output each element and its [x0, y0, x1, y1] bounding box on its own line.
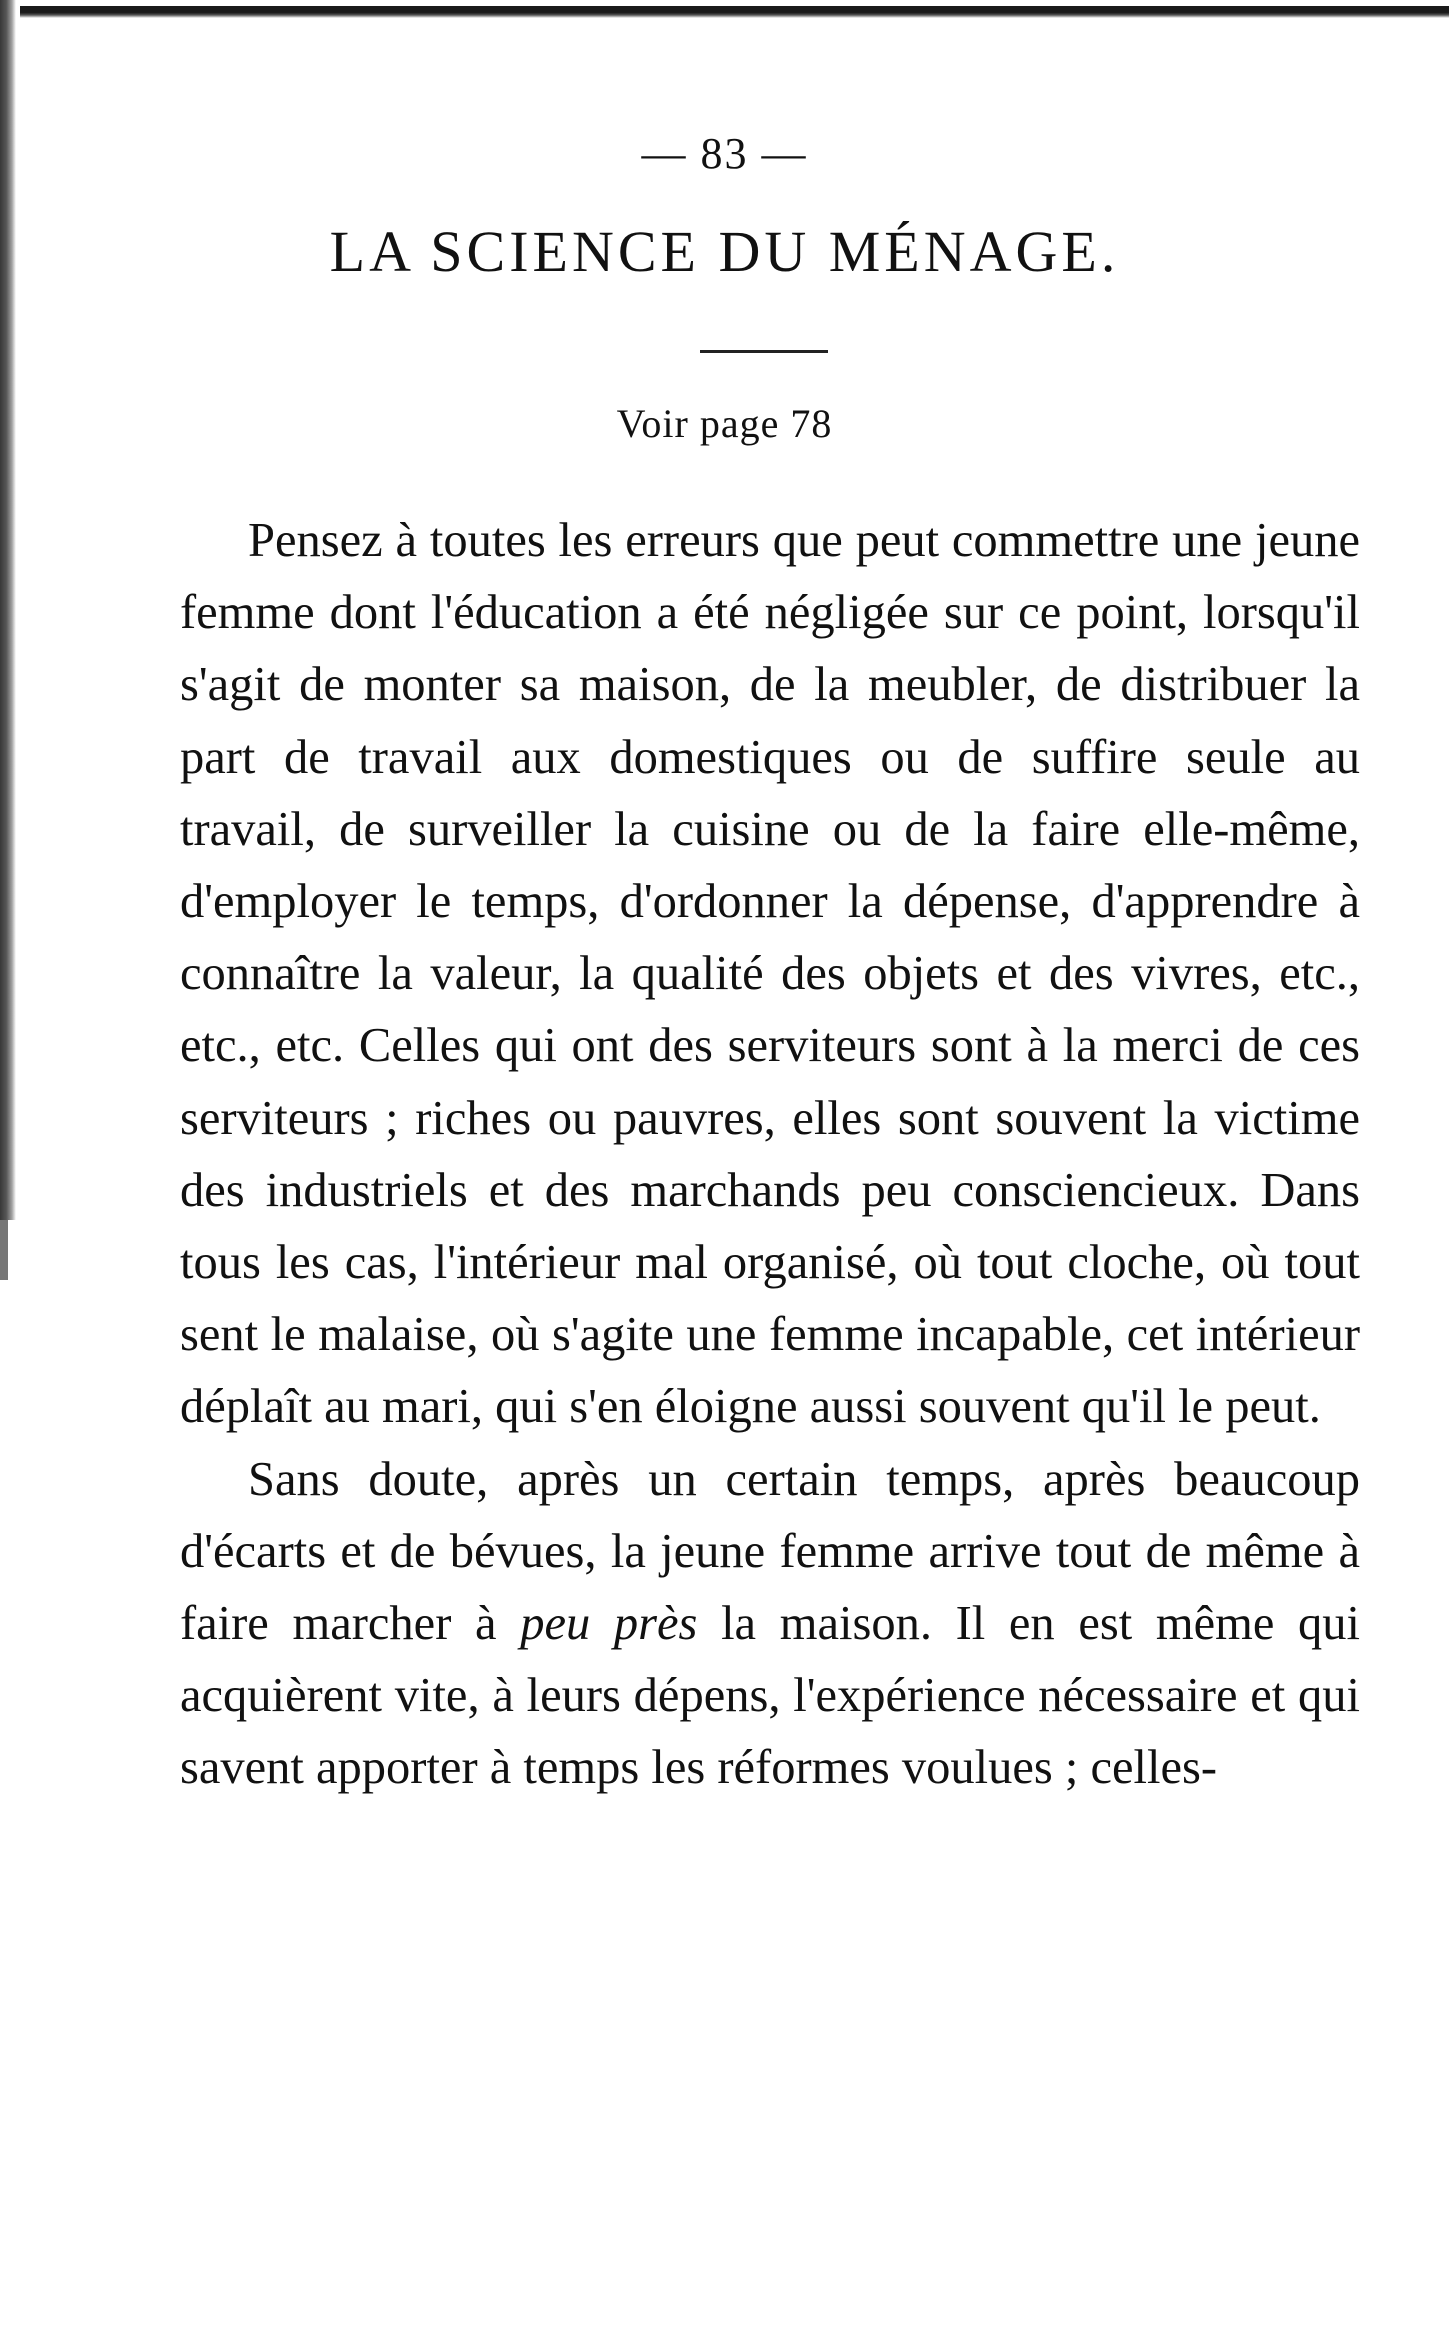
left-binding-edge-lower: [0, 1220, 8, 1280]
chapter-title: LA SCIENCE DU MÉNAGE.: [329, 219, 1120, 284]
paragraph-2-part-2: la maison. Il en est même qui acquièrent vite, à leurs dépens, l'expérience nécessaire et qui savent apporter à temps les réformes voulues ; celles-: [180, 1597, 1360, 1795]
top-edge-rule: [20, 6, 1449, 18]
body-text: [180, 505, 1360, 1805]
paragraph-2: [180, 1444, 1360, 1805]
paragraph-1: Pensez à toutes les erreurs que peut commettre une jeune femme dont l'éducation a été négligée sur ce point, lorsqu'il s'agit de monter sa maison, de la meubler, de distribuer la part de travail aux domestiques ou de suffire seule au travail, de surveiller la cuisine ou de la faire elle-même, d'employer le temps, d'ordonner la dépense, d'apprendre à connaître la valeur, la qualité des objets et des vivres, etc., etc., etc. Celles qui ont des serviteurs sont à la merci de ces serviteurs ; riches ou pauvres, elles sont souvent la victime des industriels et des marchands peu consciencieux. Dans tous les cas, l'intérieur mal organisé, où tout cloche, où tout sent le malaise, où s'agite une femme incapable, cet intérieur déplaît au mari, qui s'en éloigne aussi souvent qu'il le peut.: [180, 514, 1360, 1434]
page-reference: Voir page 78: [616, 401, 833, 446]
title-divider: [700, 350, 828, 353]
page-number: — 83 —: [641, 129, 808, 178]
paragraph-2-part-1: Sans doute, après un certain temps, après beaucoup d'écarts et de bévues, la jeune femme arrive tout de même à faire marcher à: [180, 1452, 1360, 1651]
left-binding-edge: [0, 0, 16, 1220]
paragraph-2-emphasis: peu près: [520, 1597, 698, 1651]
